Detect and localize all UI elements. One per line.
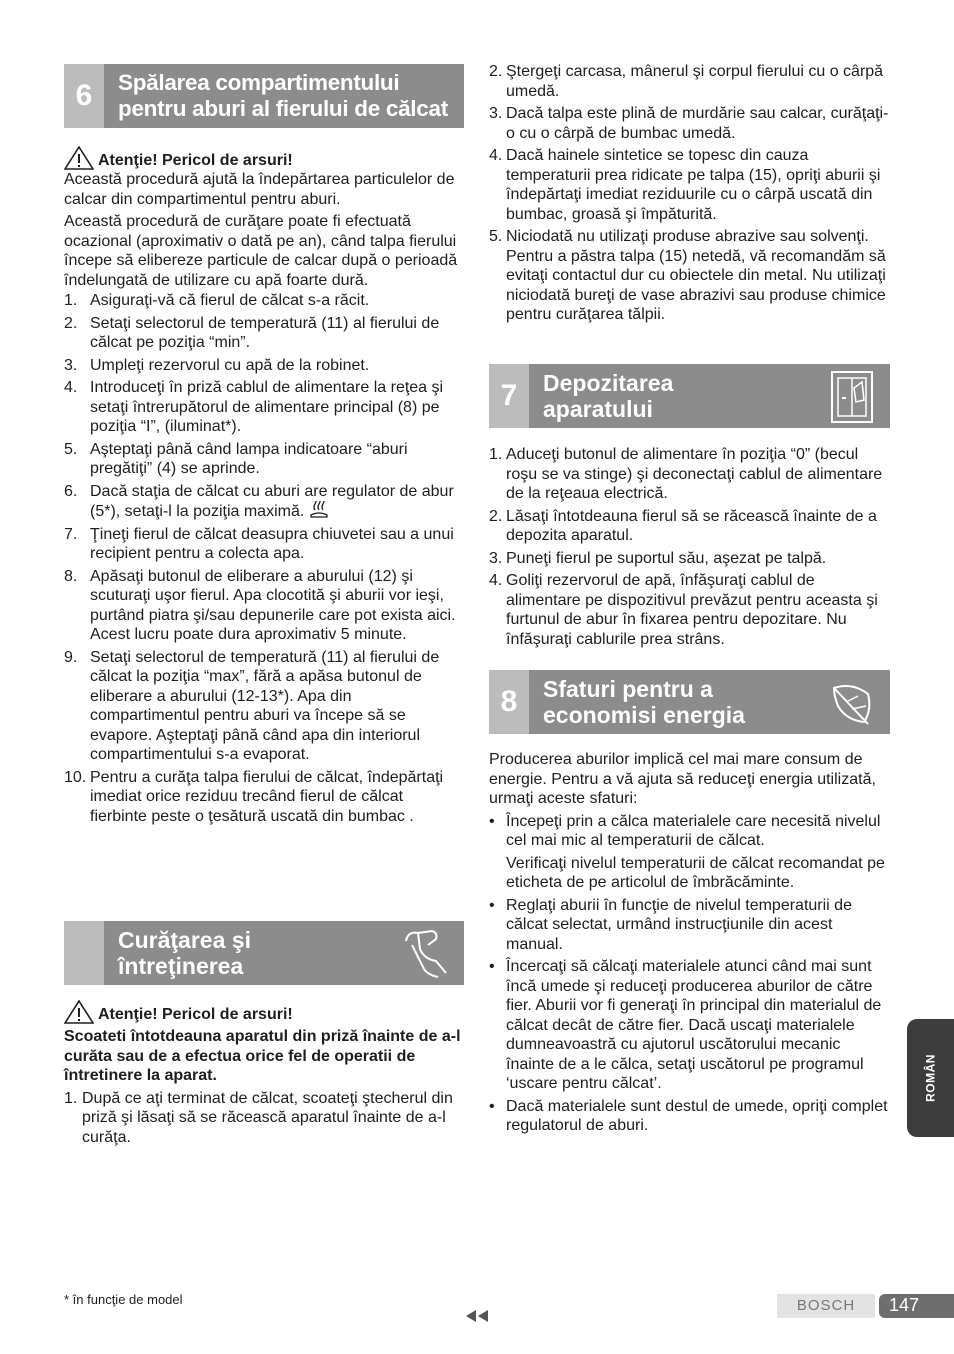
list-item: 2. Setaţi selectorul de temperatură (11) al fierului de călcat pe poziţia “min”. bbox=[64, 314, 440, 351]
list-item: 3. Umpleţi rezervorul cu apă de la robinet. bbox=[64, 356, 370, 374]
cleaning-hand-icon bbox=[398, 925, 454, 981]
section-title: Curăţarea şi întreţinerea bbox=[118, 927, 251, 979]
list-item: 4. Introduceţi în priză cablul de alimentare la reţea şi setaţi întrerupătorul de alimentare principal (8) pe poziţia “I”, (iluminat*). bbox=[64, 379, 444, 435]
leaf-icon bbox=[824, 674, 880, 730]
list-item: 1. După ce aţi terminat de călcat, scoateţi ştecherul din priză şi lăsaţi să se răcească aparatul înainte de a-l curăţa. bbox=[64, 1089, 453, 1146]
language-tab: ROMÂN bbox=[907, 1019, 954, 1137]
section-title: Depozitarea aparatului bbox=[543, 370, 674, 422]
paragraph: Producerea aburilor implică cel mai mare consum de energie. Pentru a vă ajuta să reduceţi energia utilizată, urmaţi aceste sfaturi: bbox=[489, 751, 876, 807]
list-item: 4. Goliţi rezervorul de apă, înfăşuraţi cablul de alimentare pe dispozitivul prevăzut pentru aceasta şi furtunul de abur în fixarea pentru depozitare. Nu înfăşuraţi cablurile prea strâns. bbox=[489, 572, 878, 648]
list-item: 6. Dacă staţia de călcat cu aburi are regulator de abur (5*), setaţi-l la poziţia maximă. bbox=[64, 482, 454, 520]
list-item: 1. Aduceţi butonul de alimentare în poziţia “0” (becul roşu se va stinge) şi deconectaţi cablul de alimentare de la reţeaua electrică. bbox=[489, 446, 883, 502]
list-item: 7. Ţineţi fierul de călcat deasupra chiuvetei sau a unui recipient pentru a colecta apa. bbox=[64, 525, 454, 562]
warning-line bbox=[64, 1000, 464, 1024]
section-8-header bbox=[489, 670, 890, 734]
cleaning-body bbox=[64, 1000, 464, 1147]
list-item: • Reglaţi aburii în funcţie de nivelul temperaturii de călcat selectat, urmând instrucţiunile din acest manual. bbox=[489, 896, 890, 955]
footnote: * în funcţie de model bbox=[64, 1292, 183, 1307]
cleaning-continued bbox=[489, 62, 890, 325]
brand-label: BOSCH bbox=[777, 1294, 875, 1318]
list-item: 3. Dacă talpa este plină de murdărie sau calcar, curăţaţi-o cu o cârpă de bumbac umedă. bbox=[489, 105, 889, 142]
section-7-header bbox=[489, 364, 890, 428]
section-clean-header bbox=[64, 921, 464, 985]
list-item: 5. Aşteptaţi până când lampa indicatoare “aburi pregătiţi” (4) se aprinde. bbox=[64, 440, 408, 477]
paragraph: Verificaţi nivelul temperaturii de călcat recomandat pe eticheta de pe articolul de îmbrăcăminte. bbox=[506, 854, 885, 891]
section-number-blank bbox=[64, 921, 104, 985]
warning-line bbox=[64, 146, 464, 170]
section-7-body bbox=[489, 445, 890, 649]
list-item: 8. Apăsaţi butonul de eliberare a aburului (12) şi scuturaţi uşor fierul. Apa clocotită şi aburii vor ieşi, purtând piatra şi/sau depunerile care pot exista aici. Acest lucru poate dura aproximativ 5 minute. bbox=[64, 567, 456, 643]
list-item: 3. Puneţi fierul pe suportul său, aşezat pe talpă. bbox=[489, 549, 827, 567]
section-number: 8 bbox=[489, 670, 529, 734]
tips-list bbox=[489, 812, 890, 1136]
list-item: • Începeţi prin a călca materialele care necesită nivelul cel mai mic al temperaturii de călcat. Verificaţi nivelul temperaturii de călcat recomandat pe eticheta de pe articolul de îmbrăcăminte. bbox=[489, 812, 890, 893]
steps-list bbox=[489, 62, 890, 325]
storage-cabinet-icon bbox=[824, 368, 880, 424]
section-6-header bbox=[64, 64, 464, 128]
section-6-body bbox=[64, 146, 464, 826]
section-title: Sfaturi pentru a economisi energia bbox=[543, 676, 745, 728]
list-item: 4. Dacă hainele sintetice se topesc din cauza temperaturii prea ridicate pe talpa (15), opriţi aburii şi îndepărtaţi imediat reziduurile cu o cârpă uscată din bumbac, groasă şi împăturită. bbox=[489, 147, 881, 223]
warning-text: Atenţie! Pericol de arsuri! bbox=[98, 1005, 293, 1023]
warning-text: Atenţie! Pericol de arsuri! bbox=[98, 151, 293, 169]
steps-list bbox=[64, 291, 464, 826]
section-number: 7 bbox=[489, 364, 529, 428]
paragraph: Această procedură de curăţare poate fi efectuată ocazional (aproximativ o dată pe an), când talpa fierului începe să elibereze particule de calcar după o perioadă îndelungată de utilizare cu apă foarte dură. bbox=[64, 213, 458, 289]
list-item: 10. Pentru a curăţa talpa fierului de călcat, îndepărtaţi imediat orice reziduu trecând fierul de călcat fierbinte peste o ţesătură uscată din bumbac . bbox=[64, 768, 444, 825]
list-item: 2. Ştergeţi carcasa, mânerul şi corpul fierului cu o cârpă umedă. bbox=[489, 63, 884, 100]
paragraph: Această procedură ajută la îndepărtarea particulelor de calcar din compartimentul pentru aburi. bbox=[64, 171, 455, 208]
steps-list bbox=[489, 445, 890, 649]
list-item: • Încercaţi să călcaţi materialele atunci când mai sunt încă umede şi reduceţi producerea aburilor de către fier. Aburii vor fi generaţi în principal din materialul de călcat decât de către fier. Dacă uscaţi materialele dumneavoastră cu ajutorul uscătorului mecanic înainte de a le călca, setaţi uscătorul pe programul ‘uscare pentru călcat’. bbox=[489, 957, 890, 1094]
list-item: 9. Setaţi selectorul de temperatură (11) al fierului de călcat la poziţia “max”, fără a apăsa butonul de eliberare a aburului (12-13*). Apa din compartimentul pentru aburi va începe să se evapore. Aşteptaţi până când apa din interiorul compartimentului s-a evaporat. bbox=[64, 648, 440, 763]
list-item: 1. Asiguraţi-vă că fierul de călcat s-a răcit. bbox=[64, 292, 370, 309]
warning-triangle-icon bbox=[64, 1000, 94, 1024]
list-item: 2. Lăsaţi întotdeauna fierul să se răcească înainte de a depozita aparatul. bbox=[489, 507, 877, 544]
warning-triangle-icon bbox=[64, 146, 94, 170]
page-number: 147 bbox=[879, 1294, 954, 1318]
section-title: Spălarea compartimentului pentru aburi al fierului de călcat bbox=[118, 70, 448, 121]
steps-list bbox=[64, 1089, 464, 1148]
list-item: • Dacă materialele sunt destul de umede, opriţi complet regulatorul de aburi. bbox=[489, 1097, 890, 1136]
back-arrows-icon[interactable] bbox=[464, 1308, 492, 1324]
section-8-body bbox=[489, 750, 890, 1136]
bold-notice: Scoateti întotdeauna aparatul din priză înainte de a-l curăta sau de a efectua orice fel de operatii de întretinere la aparat. bbox=[64, 1028, 461, 1084]
list-item: 5. Niciodată nu utilizaţi produse abrazive sau solvenţi. Pentru a păstra talpa (15) netedă, vă recomandăm să evitaţi contactul dur cu obiectele din metal. Nu utilizaţi niciodată bureţi de vase abrazivi sau produse chimice pentru curăţarea tălpii. bbox=[489, 228, 886, 323]
steam-icon bbox=[309, 501, 329, 519]
section-number: 6 bbox=[64, 64, 104, 128]
